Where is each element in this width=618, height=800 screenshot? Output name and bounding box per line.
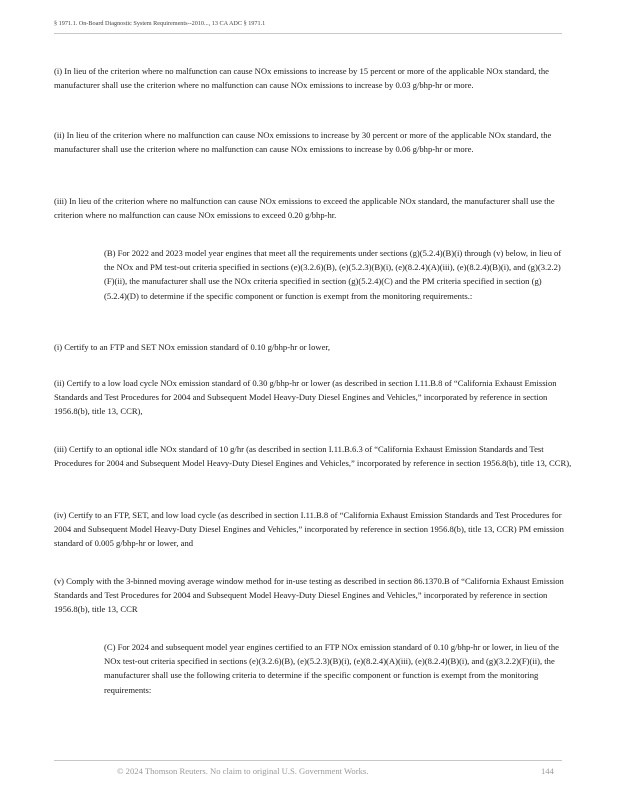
footer-copyright: © 2024 Thomson Reuters. No claim to original U.S. Government Works. <box>117 766 369 776</box>
paragraph-idle-nox: (iii) Certify to an optional idle NOx standard of 10 g/hr (as described in section I.11.B.6.3 of “California Exhaust Emission Standards and Test Procedures for 2004 and Subsequent Model Heavy-Duty Diesel Engines and Vehicles,” incorporated by reference in section 1956.8(b), title 13, CCR), <box>54 444 572 469</box>
paragraph-pm-standard: (iv) Certify to an FTP, SET, and low load cycle (as described in section I.11.B.8 of “California Exhaust Emission Standards and Test Procedures for 2004 and Subsequent Model Heavy-Duty Diesel Engines and Vehicles,” incorporated by reference in section 1956.8(b), title 13, CCR) PM emission standard of 0.005 g/bhp-hr or lower, and <box>54 510 564 549</box>
page-number: 144 <box>541 766 554 776</box>
paragraph-nox-exceed-standard: (iii) In lieu of the criterion where no malfunction can cause NOx emissions to exceed the applicable NOx standard, the manufacturer shall use the criterion where no malfunction can cause NOx emissions to exceed 0.20 g/bhp-hr. <box>54 196 555 221</box>
paragraph-b-2022-2023: (B) For 2022 and 2023 model year engines that meet all the requirements under sections (g)(5.2.4)(B)(i) through (v) below, in lieu of the NOx and PM test-out criteria specified in sections (e)(3.2.6)(B), (e)(5.2.3)(B)(i), (e)(8.2.4)(A)(iii), (e)(8.2.4)(B)(i), and (g)(3.2.2)(F)(ii), the manufacturer shall use the NOx criteria specified in section (g)(5.2.4)(C) and the PM criteria specified in section (g)(5.2.4)(D) to determine if the specific component or function is exempt from the monitoring requirements.: <box>104 248 562 301</box>
paragraph-moving-average: (v) Comply with the 3-binned moving average window method for in-use testing as described in section 86.1370.B of “California Exhaust Emission Standards and Test Procedures for 2004 and Subsequent Model Heavy-Duty Diesel Engines and Vehicles,” incorporated by reference in section 1956.8(b), title 13, CCR <box>54 576 564 615</box>
footer-divider <box>54 760 562 761</box>
paragraph-low-load-cycle: (ii) Certify to a low load cycle NOx emission standard of 0.30 g/bhp-hr or lower (as described in section I.11.B.8 of “California Exhaust Emission Standards and Test Procedures for 2004 and Subsequent Model Heavy-Duty Diesel Engines and Vehicles,” incorporated by reference in section 1956.8(b), title 13, CCR), <box>54 378 557 417</box>
paragraph-nox-30-percent: (ii) In lieu of the criterion where no malfunction can cause NOx emissions to increase by 30 percent or more of the applicable NOx standard, the manufacturer shall use the criterion where no malfunction can cause NOx emissions to increase by 0.06 g/bhp-hr or more. <box>54 130 552 155</box>
paragraph-nox-15-percent: (i) In lieu of the criterion where no malfunction can cause NOx emissions to increase by 15 percent or more of the applicable NOx standard, the manufacturer shall use the criterion where no malfunction can cause NOx emissions to increase by 0.03 g/bhp-hr or more. <box>54 66 549 91</box>
paragraph-c-2024: (C) For 2024 and subsequent model year engines certified to an FTP NOx emission standard of 0.10 g/bhp-hr or lower, in lieu of the NOx test-out criteria specified in sections (e)(3.2.6)(B), (e)(5.2.3)(B)(i), (e)(8.2.4)(A)(iii), (e)(8.2.4)(B)(i), and (g)(3.2.2)(F)(ii), the manufacturer shall use the following criteria to determine if the specific component or function is exempt from the monitoring requirements: <box>104 642 559 695</box>
paragraph-ftp-set-certify: (i) Certify to an FTP and SET NOx emission standard of 0.10 g/bhp-hr or lower, <box>54 342 331 352</box>
running-header: § 1971.1. On-Board Diagnostic System Requirements--2010..., 13 CA ADC § 1971.1 <box>54 20 266 27</box>
header-divider <box>54 33 562 34</box>
